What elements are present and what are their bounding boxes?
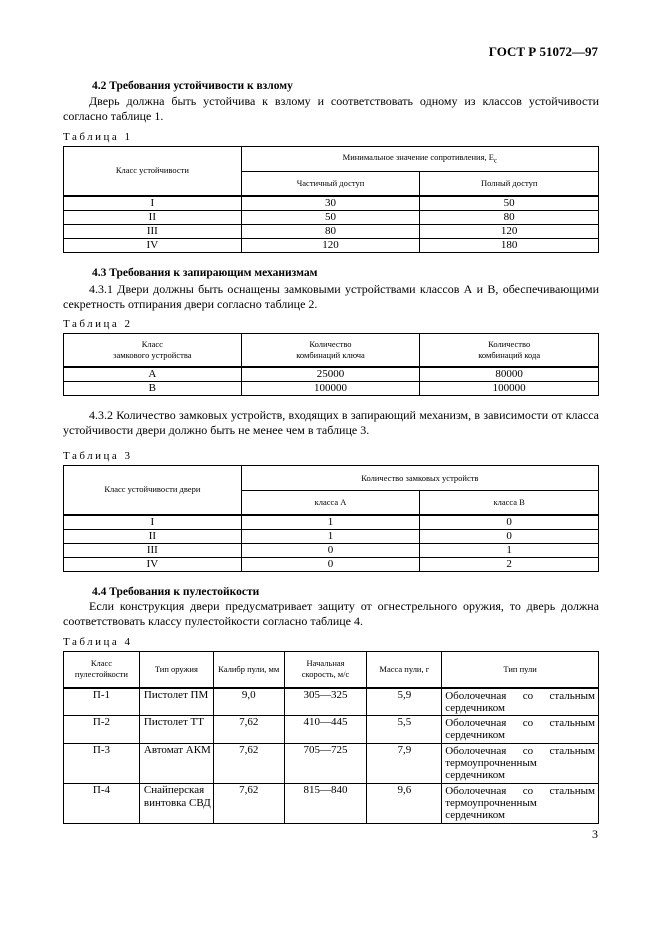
table-cell: 100000: [420, 381, 599, 395]
section-4-2-text: [63, 94, 599, 124]
table-cell: Оболочечная со стальным сердечником: [442, 716, 599, 744]
table-cell: 1: [420, 543, 599, 557]
table-cell: 120: [420, 224, 599, 238]
table-cell: Оболочечная со стальным сердечником: [442, 688, 599, 716]
section-4-4-text-content: Если конструкция двери предусматривает защиту от огнестрельного оружия, то дверь должна соответствовать классу пулестойкости согласно таблице 4.: [63, 599, 599, 628]
table-cell: 815—840: [284, 784, 367, 824]
table-2-header-key: [241, 334, 420, 367]
table-1-header-group-sub: c: [493, 156, 498, 165]
section-4-3-2-text-content: 4.3.2 Количество замковых устройств, входящих в запирающий механизм, в зависимости от класса устойчивости двери должно быть не менее чем в таблице 3.: [63, 408, 599, 437]
table-4: [63, 651, 599, 824]
table-4-header-mass: Масса пули, г: [367, 652, 442, 688]
table-cell: 120: [241, 238, 420, 252]
table-3-header-b: класса В: [420, 491, 599, 515]
table-cell: П-1: [64, 688, 140, 716]
table-row: [64, 543, 599, 557]
table-4-header-caliber: Калибр пули, мм: [213, 652, 284, 688]
table-4-caption: Таблица 4: [63, 636, 133, 648]
table-cell: Оболочечная со стальным термоупрочненным сердечником: [442, 744, 599, 784]
table-cell: 7,62: [213, 744, 284, 784]
table-cell: I: [64, 515, 242, 530]
table-cell: А: [64, 367, 242, 382]
table-cell: I: [64, 196, 242, 211]
table-cell: 80: [241, 224, 420, 238]
table-2-header-class: [64, 334, 242, 367]
table-4-header-weapon: Тип оружия: [139, 652, 213, 688]
table-cell: П-3: [64, 744, 140, 784]
table-row: [64, 784, 599, 824]
table-row: [64, 210, 599, 224]
table-2-header-code: [420, 334, 599, 367]
table-cell: II: [64, 529, 242, 543]
table-cell: 0: [420, 515, 599, 530]
table-cell: 705—725: [284, 744, 367, 784]
section-4-3-1-text-content: 4.3.1 Двери должны быть оснащены замковыми устройствами классов А и В, обеспечивающими секретность отпирания двери согласно таблице 2.: [63, 282, 599, 311]
table-1-header-full: Полный доступ: [420, 172, 599, 196]
table-row: [64, 557, 599, 571]
table-4-header-speed-line1: Начальная: [306, 658, 345, 669]
table-cell: 7,62: [213, 784, 284, 824]
table-1: [63, 146, 599, 253]
table-cell: Автомат АКМ: [139, 744, 213, 784]
table-cell: 0: [241, 557, 420, 571]
table-4-header-speed-line2: скорость, м/с: [301, 669, 350, 680]
table-cell: 9,6: [367, 784, 442, 824]
table-cell: 25000: [241, 367, 420, 382]
table-cell: 5,5: [367, 716, 442, 744]
table-2-caption: Таблица 2: [63, 318, 133, 330]
table-2-header-key-line2: комбинаций ключа: [296, 349, 365, 360]
table-cell: 7,62: [213, 716, 284, 744]
table-1-header-group-text: Минимальное значение сопротивления, E: [342, 151, 494, 162]
table-4-header-speed: [284, 652, 367, 688]
table-4-header-class-line1: Класс: [90, 658, 113, 669]
table-3: [63, 465, 599, 572]
table-cell: IV: [64, 238, 242, 252]
table-row: [64, 529, 599, 543]
table-row: [64, 744, 599, 784]
table-cell: 305—325: [284, 688, 367, 716]
section-4-2-title: 4.2 Требования устойчивости к взлому: [92, 80, 293, 92]
table-row: [64, 238, 599, 252]
table-cell: 0: [420, 529, 599, 543]
table-4-header-class-line2: пулестойкости: [74, 669, 128, 680]
table-1-caption: Таблица 1: [63, 131, 133, 143]
section-4-3-title: 4.3 Требования к запирающим механизмам: [92, 267, 318, 279]
table-cell: В: [64, 381, 242, 395]
table-cell: IV: [64, 557, 242, 571]
table-cell: 80000: [420, 367, 599, 382]
table-cell: Пистолет ПМ: [139, 688, 213, 716]
table-cell: 180: [420, 238, 599, 252]
table-cell: 410—445: [284, 716, 367, 744]
table-3-header-group: Количество замковых устройств: [241, 466, 598, 491]
table-cell: 7,9: [367, 744, 442, 784]
table-cell: П-4: [64, 784, 140, 824]
table-row: [64, 688, 599, 716]
page-number: 3: [592, 827, 598, 841]
table-4-header-class: [64, 652, 140, 688]
table-cell: Оболочечная со стальным термоупрочненным сердечником: [442, 784, 599, 824]
table-cell: 2: [420, 557, 599, 571]
section-4-4-title: 4.4 Требования к пулестойкости: [92, 586, 260, 598]
table-3-header-a: класса А: [241, 491, 420, 515]
table-cell: 80: [420, 210, 599, 224]
table-cell: 50: [241, 210, 420, 224]
table-2-header-class-line2: замкового устройства: [113, 349, 192, 360]
table-row: [64, 716, 599, 744]
table-cell: 0: [241, 543, 420, 557]
table-cell: 1: [241, 529, 420, 543]
table-cell: 1: [241, 515, 420, 530]
table-row: [64, 196, 599, 211]
table-cell: III: [64, 224, 242, 238]
table-cell: Пистолет ТТ: [139, 716, 213, 744]
table-cell: Снайперская винтовка СВД: [139, 784, 213, 824]
table-cell: 5,9: [367, 688, 442, 716]
table-2-header-class-line1: Класс: [141, 338, 163, 349]
table-row: [64, 381, 599, 395]
table-row: [64, 224, 599, 238]
table-cell: 9,0: [213, 688, 284, 716]
table-4-header-type: Тип пули: [442, 652, 599, 688]
table-row: [64, 515, 599, 530]
section-4-3-2-text: [63, 408, 599, 438]
table-2-header-key-line1: Количество: [309, 338, 352, 349]
table-cell: 100000: [241, 381, 420, 395]
section-4-2-text-content: Дверь должна быть устойчива к взлому и соответствовать одному из классов устойчивости согласно таблице 1.: [63, 94, 599, 123]
table-cell: III: [64, 543, 242, 557]
table-1-header-group: [241, 147, 598, 172]
table-cell: 50: [420, 196, 599, 211]
table-1-header-partial: Частичный доступ: [241, 172, 420, 196]
table-2-header-code-line2: комбинаций кода: [478, 349, 541, 360]
table-row: [64, 367, 599, 382]
table-3-header-class: Класс устойчивости двери: [64, 466, 242, 515]
table-2: [63, 333, 599, 396]
table-1-header-class: Класс устойчивости: [64, 147, 242, 196]
table-cell: П-2: [64, 716, 140, 744]
table-cell: 30: [241, 196, 420, 211]
table-cell: II: [64, 210, 242, 224]
document-header: ГОСТ Р 51072—97: [488, 44, 598, 59]
table-2-header-code-line1: Количество: [488, 338, 531, 349]
section-4-3-1-text: [63, 282, 599, 312]
table-3-caption: Таблица 3: [63, 450, 133, 462]
section-4-4-text: [63, 599, 599, 629]
